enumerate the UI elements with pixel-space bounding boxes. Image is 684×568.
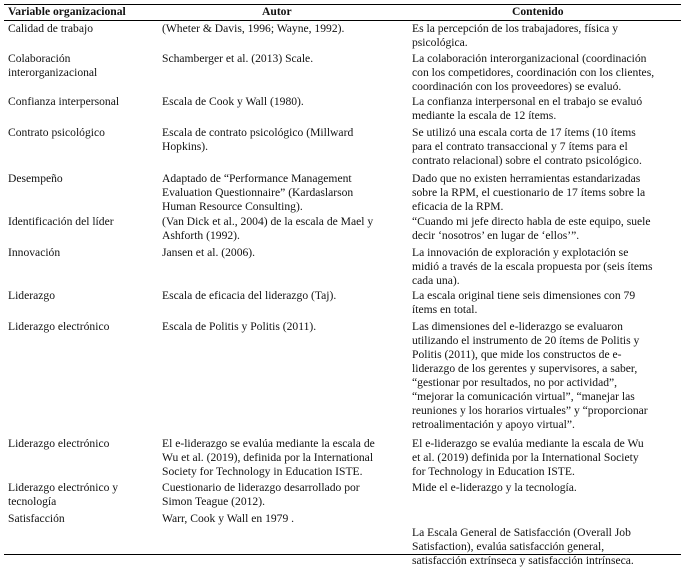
table-cell-autor xyxy=(162,172,402,214)
cell-line: interorganizacional xyxy=(8,66,98,79)
cell-line: para el contrato transaccional y 7 ítems para el xyxy=(412,140,628,153)
cell-line: Calidad de trabajo xyxy=(8,22,93,35)
cell-line: Liderazgo electrónico xyxy=(8,437,110,450)
cell-line: decir ‘nosotros’ en lugar de ‘ellos’”. xyxy=(412,229,580,242)
table-cell-contenido xyxy=(412,22,680,50)
cell-line: Escala de Politis y Politis (2011). xyxy=(162,320,317,333)
table-cell-variable xyxy=(8,289,154,303)
table-cell-variable xyxy=(8,320,154,334)
table-cell-autor xyxy=(162,437,402,479)
cell-line: Satisfaction), evalúa satisfacción general, xyxy=(412,540,605,553)
table-cell-variable xyxy=(8,172,154,186)
column-header-autor: Autor xyxy=(262,5,292,18)
table-cell-contenido xyxy=(412,481,680,495)
table-cell-autor xyxy=(162,52,402,66)
table-cell-variable xyxy=(8,52,154,80)
cell-line: et al. (2019) definida por la International Society xyxy=(412,451,639,464)
table-cell-autor xyxy=(162,320,402,334)
cell-line: reuniones y los horarios virtuales” y “proporcionar xyxy=(412,404,648,417)
cell-line: Jansen et al. (2006). xyxy=(162,246,256,259)
table-cell-autor xyxy=(162,512,402,526)
table-cell-contenido xyxy=(412,437,680,479)
cell-line: Escala de Cook y Wall (1980). xyxy=(162,95,304,108)
cell-line: Cuestionario de liderazgo desarrollado por xyxy=(162,481,360,494)
table-cell-autor xyxy=(162,289,402,303)
table-cell-autor xyxy=(162,22,402,36)
cell-line: (Van Dick et al., 2004) de la escala de Mael y xyxy=(162,215,374,228)
cell-line: contrato relacional) sobre el contrato psicológico. xyxy=(412,154,642,167)
cell-line: Ashforth (1992). xyxy=(162,229,240,242)
table-cell-contenido xyxy=(412,289,680,317)
cell-line: Liderazgo xyxy=(8,289,55,302)
table-cell-contenido xyxy=(412,126,680,168)
table-cell-contenido xyxy=(412,215,680,243)
cell-line: Satisfacción xyxy=(8,512,65,525)
column-header-contenido: Contenido xyxy=(512,5,564,18)
table-cell-contenido xyxy=(412,320,680,432)
cell-line: Warr, Cook y Wall en 1979 . xyxy=(162,512,295,525)
cell-line: Mide el e-liderazgo y la tecnología. xyxy=(412,481,577,494)
cell-line: cada una). xyxy=(412,274,460,287)
cell-line: midió a través de la escala propuesta por (seis ítems xyxy=(412,260,653,273)
cell-line: Dado que no existen herramientas estandarizadas xyxy=(412,172,641,185)
table-cell-contenido xyxy=(412,246,680,288)
table-cell-autor xyxy=(162,215,402,243)
cell-line: Las dimensiones del e-liderazgo se evaluaron xyxy=(412,320,623,333)
table-cell-autor xyxy=(162,246,402,260)
cell-line: con los competidores, coordinación con los clientes, xyxy=(412,66,655,79)
cell-line: tecnología xyxy=(8,495,57,508)
table-cell-contenido xyxy=(412,172,680,214)
header-rule xyxy=(4,20,681,21)
table-cell-variable xyxy=(8,512,154,526)
table-cell-autor xyxy=(162,126,402,154)
cell-line: Escala de contrato psicológico (Millward xyxy=(162,126,354,139)
cell-line: Schamberger et al. (2013) Scale. xyxy=(162,52,314,65)
cell-line: utilizando el instrumento de 20 ítems de Politis y xyxy=(412,334,640,347)
cell-line: “mejorar la comunicación virtual”, “manejar las xyxy=(412,390,635,403)
table-cell-variable xyxy=(8,126,154,140)
cell-line: El e-liderazgo se evalúa mediante la escala de xyxy=(162,437,375,450)
cell-line: La confianza interpersonal en el trabajo se evaluó xyxy=(412,95,643,108)
cell-line: Innovación xyxy=(8,246,61,259)
table-cell-contenido xyxy=(412,95,680,123)
cell-line: (Wheter & Davis, 1996; Wayne, 1992). xyxy=(162,22,345,35)
cell-line: El e-liderazgo se evalúa mediante la escala de Wu xyxy=(412,437,644,450)
cell-line: Evaluation Questionnaire” (Kardaslarson xyxy=(162,186,354,199)
cell-line: Wu et al. (2019), definida por la International xyxy=(162,451,374,464)
table-cell-variable xyxy=(8,215,154,229)
column-header-variable: Variable organizacional xyxy=(8,5,126,18)
table-bottom-rule xyxy=(4,554,681,555)
cell-line: La escala original tiene seis dimensiones con 79 xyxy=(412,289,636,302)
cell-line: retroalimentación y apoyo virtual”. xyxy=(412,418,575,431)
table-cell-variable xyxy=(8,95,154,109)
table-cell-variable xyxy=(8,22,154,36)
cell-line: Contrato psicológico xyxy=(8,126,105,139)
cell-line: Simon Teague (2012). xyxy=(162,495,265,508)
cell-line: psicológica. xyxy=(412,36,468,49)
cell-line: liderazgo de los gerentes y supervisores, a saber, xyxy=(412,362,638,375)
table-cell-autor xyxy=(162,95,402,109)
cell-line: for Technology in Education ISTE. xyxy=(412,465,575,478)
cell-line: Hopkins). xyxy=(162,140,209,153)
cell-line: Confianza interpersonal xyxy=(8,95,120,108)
cell-line: Human Resource Consulting). xyxy=(162,200,303,213)
table-cell-variable xyxy=(8,246,154,260)
cell-line: Se utilizó una escala corta de 17 ítems (10 ítems xyxy=(412,126,636,139)
cell-line: Colaboración xyxy=(8,52,71,65)
table-cell-autor xyxy=(162,481,402,509)
cell-line: “gestionar por resultados, no por actividad”, xyxy=(412,376,618,389)
cell-line: Escala de eficacia del liderazgo (Taj). xyxy=(162,289,337,302)
cell-line xyxy=(412,512,680,526)
cell-line: La colaboración interorganizacional (coordinación xyxy=(412,52,647,65)
cell-line: Desempeño xyxy=(8,172,63,185)
table-cell-contenido xyxy=(412,52,680,94)
cell-line: Adaptado de “Performance Management xyxy=(162,172,352,185)
cell-line: Liderazgo electrónico y xyxy=(8,481,119,494)
cell-line: “Cuando mi jefe directo habla de este equipo, suele xyxy=(412,215,651,228)
cell-line: eficacia de la RPM. xyxy=(412,200,504,213)
cell-line: Politis (2011), que mide los constructos de e- xyxy=(412,348,622,361)
cell-line: Identificación del líder xyxy=(8,215,114,228)
cell-line: Es la percepción de los trabajadores, física y xyxy=(412,22,619,35)
cell-line: Society for Technology in Education ISTE. xyxy=(162,465,363,478)
cell-line: sobre la RPM, el cuestionario de 17 ítems sobre la xyxy=(412,186,646,199)
table-cell-variable xyxy=(8,481,154,509)
cell-line: satisfacción extrínseca y satisfacción intrínseca. xyxy=(412,554,634,567)
cell-line: La Escala General de Satisfacción (Overall Job xyxy=(412,526,631,539)
cell-line: Liderazgo electrónico xyxy=(8,320,110,333)
table-cell-variable xyxy=(8,437,154,451)
cell-line: coordinación con los proveedores) se evaluó. xyxy=(412,80,622,93)
table-cell-contenido xyxy=(412,512,680,568)
cell-line: La innovación de exploración y explotación se xyxy=(412,246,629,259)
cell-line: ítems en total. xyxy=(412,303,478,316)
cell-line: mediante la escala de 12 ítems. xyxy=(412,109,557,122)
